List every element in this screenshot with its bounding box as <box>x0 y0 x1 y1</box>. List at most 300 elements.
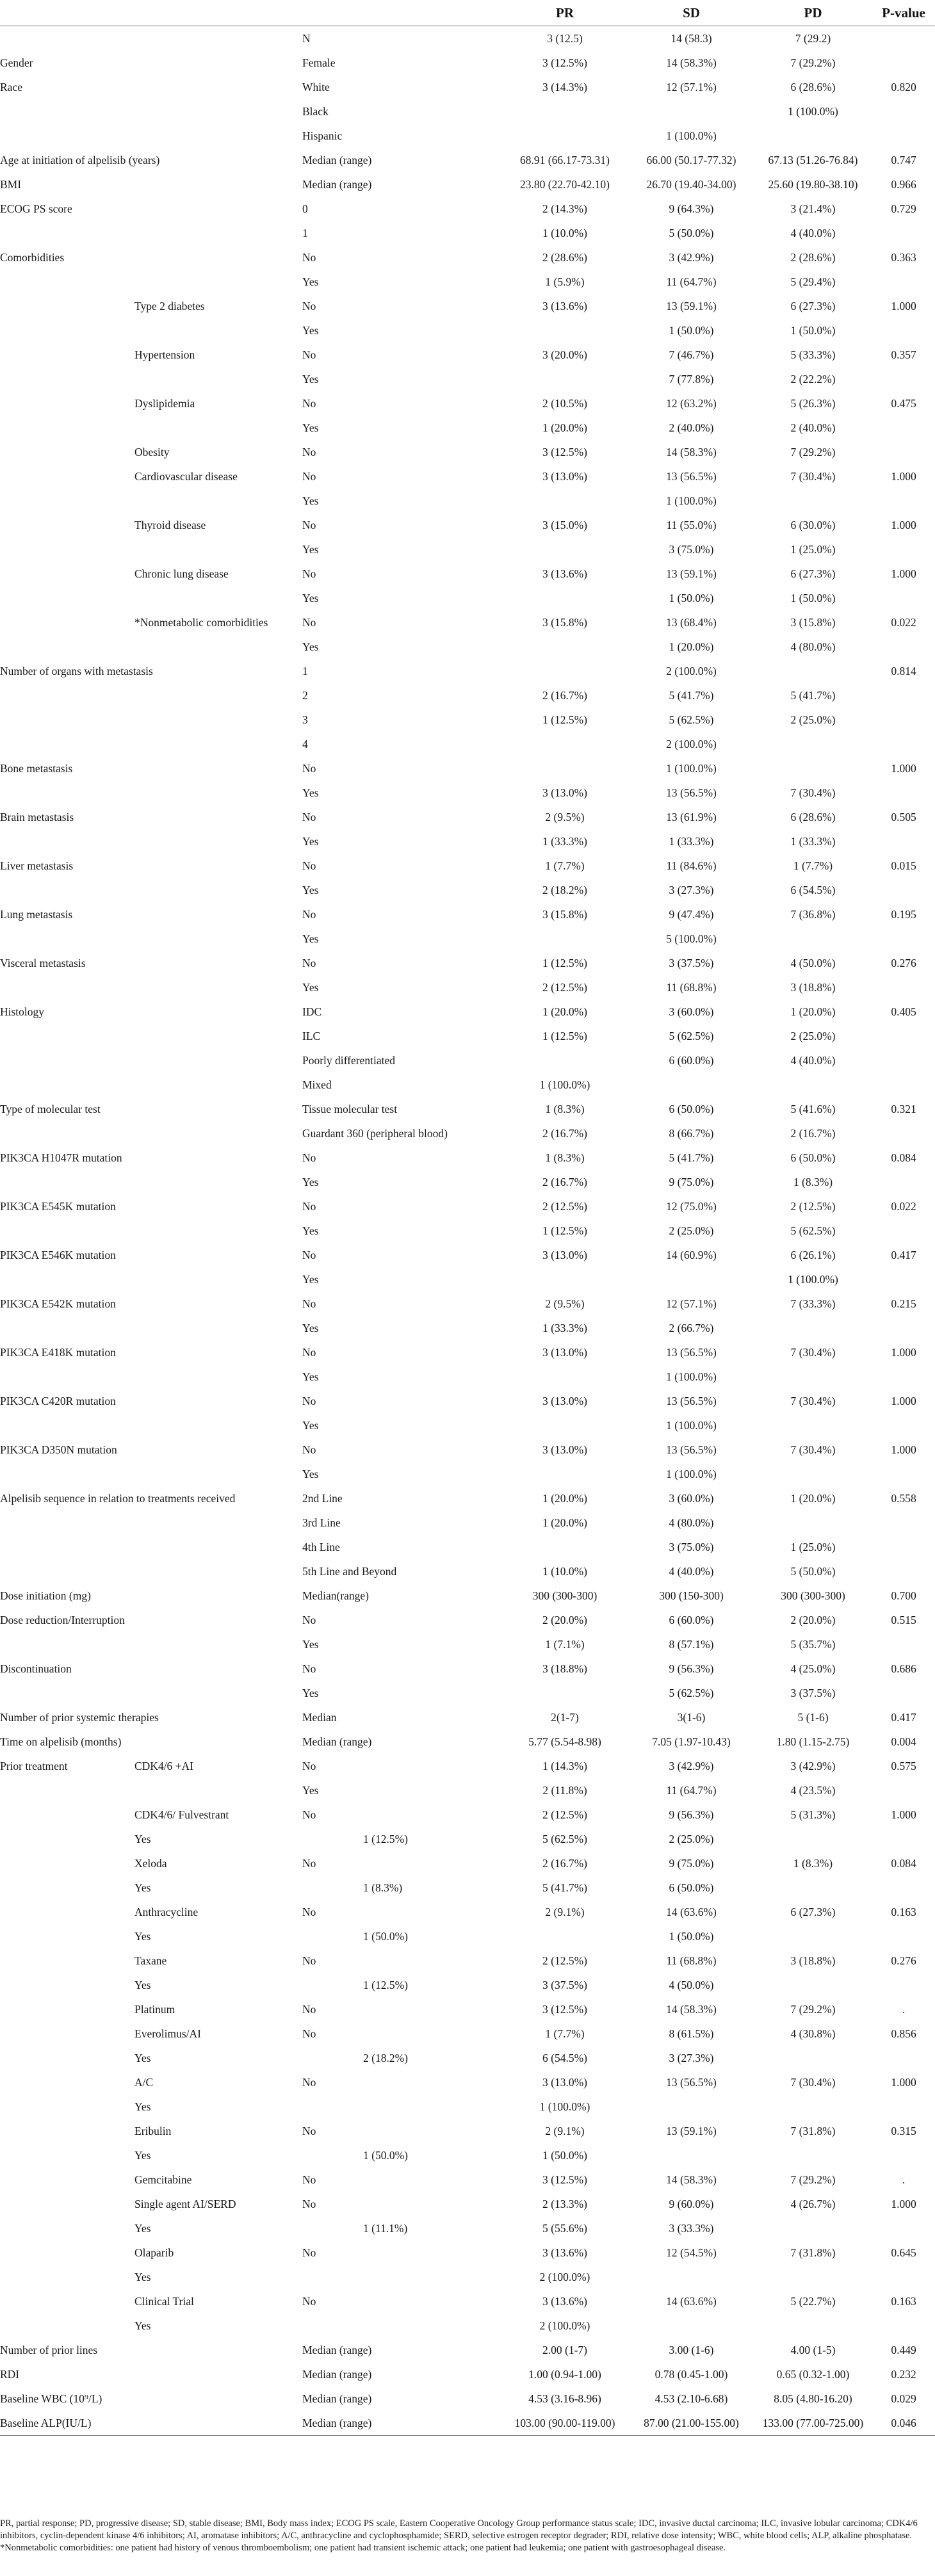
cell-sd: 3 (42.9%) <box>669 1759 714 1772</box>
cell-variable: Number of organs with metastasis <box>0 664 153 677</box>
cell-pvalue <box>872 1048 935 1073</box>
cell-category: No <box>302 445 316 458</box>
cell-subvariable <box>97 1778 302 1802</box>
cell-pr <box>501 1681 629 1705</box>
cell-category: Yes <box>302 1175 319 1188</box>
cell-pd <box>754 1365 872 1389</box>
cell-sd: 3 (27.3%) <box>669 2051 714 2064</box>
cell-pvalue <box>872 1778 935 1802</box>
cell-pd: 7 (30.4%) <box>790 786 836 799</box>
cell-pd: 6 (28.6%) <box>790 810 836 823</box>
cell-pd: 6 (30.0%) <box>790 518 836 531</box>
cell-pr: 3 (12.5%) <box>542 56 587 69</box>
cell-category: No <box>302 396 316 410</box>
cell-variable: Gender <box>0 56 33 69</box>
cell-pvalue: 0.215 <box>891 1297 916 1310</box>
header-blank-2 <box>97 0 302 26</box>
cell-pvalue <box>872 683 935 708</box>
cell-subvariable: Yes <box>134 1832 151 1845</box>
cell-pvalue <box>872 975 935 1000</box>
cell-category: No <box>302 1613 316 1626</box>
cell-pd: 3 (37.5%) <box>790 1686 836 1699</box>
cell-variable: Time on alpelisib (months) <box>0 1735 122 1748</box>
cell-variable <box>0 2167 97 2192</box>
cell-sd: 1 (100.0%) <box>666 494 717 507</box>
cell-variable <box>0 99 97 124</box>
cell-pr: 1 (20.0%) <box>542 421 587 434</box>
cell-category: Median (range) <box>302 1735 372 1748</box>
cell-pd: 5 (35.7%) <box>790 1637 836 1651</box>
cell-variable <box>0 2021 97 2046</box>
cell-sd <box>629 2265 754 2289</box>
cell-pd <box>754 756 872 781</box>
cell-pr: 2 (20.0%) <box>542 1613 587 1626</box>
cell-sd: 5 (41.7%) <box>669 688 714 702</box>
cell-pd: 4 (80.0%) <box>790 640 836 653</box>
cell-category: Yes <box>302 1370 319 1383</box>
cell-pd: 7 (30.4%) <box>790 469 836 483</box>
cell-pr: 2 (12.5%) <box>542 1808 587 1821</box>
cell-pr: 1 (7.7%) <box>545 859 585 872</box>
cell-sd: 11 (64.7%) <box>666 1783 717 1797</box>
cell-sd: 11 (84.6%) <box>666 859 717 872</box>
cell-sd: 6 (50.0%) <box>669 1881 714 1894</box>
cell-subvariable <box>97 489 302 513</box>
cell-pd: 7 (31.8%) <box>790 2246 836 2259</box>
cell-pvalue <box>872 1170 935 1194</box>
cell-pr: 2.00 (1-7) <box>542 2343 587 2356</box>
cell-variable <box>0 829 97 854</box>
cell-variable <box>0 1900 97 1924</box>
cell-pd: 4 (23.5%) <box>790 1783 836 1797</box>
cell-pvalue <box>872 2265 935 2289</box>
cell-pd: 2 (25.0%) <box>790 1029 836 1042</box>
cell-pd <box>754 1316 872 1340</box>
cell-sd: 11 (55.0%) <box>666 518 717 531</box>
cell-category: Hispanic <box>302 129 343 142</box>
cell-pvalue: 0.417 <box>891 1710 916 1724</box>
cell-pvalue: 0.084 <box>891 1856 916 1870</box>
cell-subvariable: Dyslipidemia <box>134 396 195 410</box>
cell-variable <box>0 464 97 489</box>
cell-pvalue <box>872 586 935 610</box>
cell-category: No <box>302 859 316 872</box>
header-row <box>0 0 935 26</box>
cell-category: 1 <box>302 226 308 239</box>
cell-category: White <box>302 80 330 93</box>
cell-variable <box>0 2119 97 2143</box>
cell-variable: Lung metastasis <box>0 907 73 921</box>
cell-pvalue: 0.417 <box>891 1248 916 1261</box>
cell-pr: 2 (100.0%) <box>539 2270 590 2283</box>
cell-sd: 2 (66.7%) <box>669 1321 714 1334</box>
cell-category: 0 <box>302 202 308 215</box>
cell-variable <box>0 1827 97 1851</box>
cell-sd: 14 (58.3%) <box>666 2002 717 2016</box>
cell-subvariable <box>97 75 302 99</box>
cell-subvariable: Yes <box>134 2221 151 2235</box>
cell-pr <box>501 1048 629 1073</box>
cell-variable <box>0 1462 97 1486</box>
cell-subvariable <box>97 270 302 294</box>
cell-subvariable: Cardiovascular disease <box>134 469 238 483</box>
cell-pr: 3 (12.5) <box>547 31 583 45</box>
cell-subvariable <box>97 1559 302 1584</box>
cell-pr: 2 (12.5%) <box>542 980 587 994</box>
cell-sd: 3 (33.3%) <box>669 2221 714 2235</box>
cell-pvalue <box>872 99 935 124</box>
cell-category: Median (range) <box>302 2392 372 2405</box>
cell-variable <box>0 1632 97 1657</box>
cell-variable <box>0 2094 97 2119</box>
cell-subvariable <box>97 1292 302 1316</box>
cell-sd: 5 (50.0%) <box>669 226 714 239</box>
cell-variable <box>0 1267 97 1292</box>
cell-variable: BMI <box>0 177 22 191</box>
cell-pvalue: 0.084 <box>891 1151 916 1164</box>
header-pr: PR <box>556 4 574 20</box>
cell-pvalue: 1.000 <box>891 469 916 483</box>
cell-sd: 6 (60.0%) <box>669 1053 714 1067</box>
cell-pr: 23.80 (22.70-42.10) <box>520 177 610 191</box>
cell-pvalue: 0.363 <box>891 250 916 264</box>
cell-category: No <box>302 1443 316 1456</box>
cell-category: No <box>302 2294 316 2308</box>
cell-pvalue <box>872 318 935 343</box>
cell-variable <box>0 1365 97 1389</box>
cell-sd: 2 (25.0%) <box>669 1224 714 1237</box>
cell-sd: 2 (25.0%) <box>669 1832 714 1845</box>
cell-subvariable <box>97 2386 302 2411</box>
cell-pd: 2 (28.6%) <box>790 250 836 264</box>
cell-pr: 2 (12.5%) <box>542 1199 587 1213</box>
cell-pvalue <box>872 1632 935 1657</box>
cell-pd: 1 (8.3%) <box>793 1856 833 1870</box>
cell-pr: 1 (50.0%) <box>542 2148 587 2162</box>
cell-sd: 8 (66.7%) <box>669 1126 714 1140</box>
cell-category: Median(range) <box>302 1589 369 1602</box>
cell-sd: 13 (56.5%) <box>666 1443 717 1456</box>
cell-pd <box>754 1973 872 1997</box>
cell-pr: 2 (13.3%) <box>542 2197 587 2210</box>
cell-variable <box>0 1219 97 1243</box>
cell-variable <box>0 878 97 902</box>
cell-category: No <box>302 299 316 312</box>
cell-subvariable <box>97 172 302 197</box>
cell-variable: Number of prior lines <box>0 2343 98 2356</box>
cell-subvariable <box>97 708 302 732</box>
cell-sd: 4 (50.0%) <box>669 1978 714 1991</box>
cell-pvalue: 0.022 <box>891 615 916 629</box>
cell-variable <box>0 1875 97 1900</box>
cell-pr: 1 (7.7%) <box>545 2027 585 2040</box>
cell-pd: 3 (21.4%) <box>790 202 836 215</box>
cell-variable <box>0 781 97 805</box>
cell-variable: Visceral metastasis <box>0 956 86 969</box>
cell-subvariable <box>97 756 302 781</box>
cell-sd: 12 (54.5%) <box>666 2246 717 2259</box>
cell-variable <box>0 1948 97 1973</box>
cell-subvariable <box>97 367 302 391</box>
cell-subvariable <box>97 2338 302 2362</box>
cell-subvariable <box>97 1194 302 1219</box>
cell-sd: 6 (60.0%) <box>669 1613 714 1626</box>
cell-pr: 1 (20.0%) <box>542 1491 587 1505</box>
cell-subvariable <box>97 829 302 854</box>
cell-pr: 1 (7.1%) <box>545 1637 585 1651</box>
cell-subvariable <box>97 1073 302 1097</box>
cell-variable: Age at initiation of alpelisib (years) <box>0 153 160 166</box>
cell-variable: Number of prior systemic therapies <box>0 1710 159 1724</box>
cell-category: Yes <box>302 980 319 994</box>
cell-sd: 12 (75.0%) <box>666 1199 717 1213</box>
cell-category: 1 (50.0%) <box>363 2148 408 2162</box>
cell-variable <box>0 635 97 659</box>
cell-pd: 5 (29.4%) <box>790 275 836 288</box>
cell-pd: 1 (25.0%) <box>790 542 836 556</box>
cell-pd: 6 (27.3%) <box>790 567 836 580</box>
cell-category: 1 (8.3%) <box>363 1881 403 1894</box>
cell-subvariable <box>97 683 302 708</box>
cell-subvariable: Yes <box>134 1881 151 1894</box>
cell-pvalue: 0.558 <box>891 1491 916 1505</box>
cell-variable: Histology <box>0 1005 45 1018</box>
cell-pvalue: 0.321 <box>891 1102 916 1115</box>
cell-category: No <box>302 1394 316 1407</box>
cell-pd: 2 (20.0%) <box>790 1613 836 1626</box>
cell-pd: 7 (30.4%) <box>790 1394 836 1407</box>
cell-category: Yes <box>302 494 319 507</box>
cell-sd: 13 (61.9%) <box>666 810 717 823</box>
cell-subvariable <box>97 1535 302 1559</box>
cell-sd: 13 (56.5%) <box>666 1345 717 1359</box>
cell-sd: 3 (60.0%) <box>669 1005 714 1018</box>
cell-category: Guardant 360 (peripheral blood) <box>302 1126 448 1140</box>
cell-sd: 13 (56.5%) <box>666 1394 717 1407</box>
cell-category: Yes <box>302 1321 319 1334</box>
cell-sd <box>629 2143 754 2167</box>
cell-pd: 5 (62.5%) <box>790 1224 836 1237</box>
cell-pvalue: 0.729 <box>891 202 916 215</box>
cell-pr: 1 (14.3%) <box>542 1759 587 1772</box>
cell-pvalue: 0.856 <box>891 2027 916 2040</box>
cell-pr: 68.91 (66.17-73.31) <box>520 153 610 166</box>
cell-pr: 1 (10.0%) <box>542 1564 587 1578</box>
cell-pr: 3 (13.0%) <box>542 1345 587 1359</box>
cell-subvariable <box>97 245 302 270</box>
cell-pd: 2 (40.0%) <box>790 421 836 434</box>
cell-pvalue: 0.966 <box>891 177 916 191</box>
cell-pd: 3 (15.8%) <box>790 615 836 629</box>
table-body <box>0 26 935 2436</box>
cell-pr: 3 (15.8%) <box>542 615 587 629</box>
cell-pr <box>501 1535 629 1559</box>
cell-category: IDC <box>302 1005 322 1018</box>
cell-subvariable: Clinical Trial <box>134 2294 194 2308</box>
cell-subvariable <box>97 1316 302 1340</box>
cell-pr: 3 (12.5%) <box>542 2002 587 2016</box>
table-footnotes <box>0 2518 935 2554</box>
cell-category: Yes <box>302 1272 319 1286</box>
cell-subvariable <box>97 586 302 610</box>
cell-pvalue: 0.747 <box>891 153 916 166</box>
cell-variable: PIK3CA H1047R mutation <box>0 1151 122 1164</box>
cell-subvariable <box>97 1681 302 1705</box>
cell-pr: 3 (12.5%) <box>542 445 587 458</box>
cell-pvalue: 0.022 <box>891 1199 916 1213</box>
cell-pd <box>754 2094 872 2119</box>
cell-category: Yes <box>302 372 319 385</box>
cell-pvalue <box>872 2313 935 2338</box>
cell-subvariable <box>97 221 302 245</box>
cell-sd: 1 (50.0%) <box>669 591 714 604</box>
cell-category: Yes <box>302 1224 319 1237</box>
cell-pd: 1 (100.0%) <box>788 104 838 118</box>
cell-subvariable: Olaparib <box>134 2246 174 2259</box>
cell-pr <box>501 489 629 513</box>
cell-variable <box>0 2046 97 2070</box>
cell-pvalue: 0.575 <box>891 1759 916 1772</box>
cell-pvalue: 0.276 <box>891 1954 916 1967</box>
cell-pvalue <box>872 537 935 562</box>
cell-pd: 7 (30.4%) <box>790 1443 836 1456</box>
cell-variable <box>0 2313 97 2338</box>
cell-pvalue <box>872 1875 935 1900</box>
cell-subvariable: Type 2 diabetes <box>134 299 205 312</box>
cell-pr: 3 (13.0%) <box>542 1248 587 1261</box>
cell-variable <box>0 1073 97 1097</box>
cell-sd: 9 (47.4%) <box>669 907 714 921</box>
cell-pvalue: 1.000 <box>891 2197 916 2210</box>
cell-category: 4th Line <box>302 1540 340 1553</box>
cell-variable: Baseline ALP(IU/L) <box>0 2416 92 2429</box>
cell-pr <box>501 367 629 391</box>
cell-variable: Baseline WBC (10⁹/L) <box>0 2392 102 2405</box>
cell-subvariable <box>97 1365 302 1389</box>
cell-pvalue: 0.163 <box>891 2294 916 2308</box>
cell-variable <box>0 2192 97 2216</box>
cell-pvalue <box>872 51 935 75</box>
cell-variable <box>0 2265 97 2289</box>
cell-category: Yes <box>302 640 319 653</box>
cell-pr: 1 (8.3%) <box>545 1151 585 1164</box>
cell-pr: 1 (20.0%) <box>542 1516 587 1529</box>
cell-sd: 8 (61.5%) <box>669 2027 714 2040</box>
cell-pd <box>754 2313 872 2338</box>
cell-sd: 11 (68.8%) <box>666 1954 717 1967</box>
cell-category: Yes <box>302 542 319 556</box>
cell-variable: Comorbidities <box>0 250 65 264</box>
cell-pvalue: 0.515 <box>891 1613 916 1626</box>
cell-subvariable <box>97 1097 302 1121</box>
cell-pvalue: 0.357 <box>891 348 916 361</box>
cell-pr <box>501 537 629 562</box>
cell-sd: 2 (100.0%) <box>666 737 717 750</box>
cell-sd: 26.70 (19.40-34.00) <box>646 177 736 191</box>
cell-category: No <box>302 2027 316 2040</box>
cell-pd <box>754 1511 872 1535</box>
cell-subvariable <box>97 732 302 756</box>
cell-subvariable <box>97 2411 302 2435</box>
cell-variable <box>0 1024 97 1048</box>
footnote-abbreviations: PR, partial response; PD, progressive disease; SD, stable disease; BMI, Body mass index; ECOG PS scale, Eastern Cooperative Oncology Group performance status scale; IDC, invasive ductal carcinoma; ILC, invasive lobular carcinoma; CDK4/6 inhibitors, cyclin-dependent kinase 4/6 inhibitors; AI, aromatase inhibitors; A/C, anthracycline and cyclophosphamide; SERD, selective estrogen receptor degrader; RDI, relative dose intensity; WBC, white blood cells; ALP, alkaline phosphatase. <box>0 2518 918 2541</box>
cell-pd <box>754 124 872 148</box>
cell-sd: 9 (60.0%) <box>669 2197 714 2210</box>
cell-variable: Dose reduction/Interruption <box>0 1613 125 1626</box>
cell-pd: 1.80 (1.15-2.75) <box>776 1735 850 1748</box>
cell-pd <box>754 2265 872 2289</box>
cell-pvalue: 0.163 <box>891 1905 916 1918</box>
cell-pr <box>501 1924 629 1948</box>
cell-variable <box>0 294 97 318</box>
cell-sd: 12 (57.1%) <box>666 80 717 93</box>
cell-pr: 2 (16.7%) <box>542 1175 587 1188</box>
cell-pd: 25.60 (19.80-38.10) <box>768 177 858 191</box>
cell-category: No <box>302 1662 316 1675</box>
cell-pvalue: . <box>902 2002 906 2016</box>
cell-category: No <box>302 518 316 531</box>
cell-category: Poorly differentiated <box>302 1053 395 1067</box>
cell-pd <box>754 659 872 683</box>
cell-sd: 2 (100.0%) <box>666 664 717 677</box>
cell-pr: 103.00 (90.00-119.00) <box>514 2416 615 2429</box>
cell-subvariable <box>97 781 302 805</box>
cell-pvalue <box>872 124 935 148</box>
cell-sd: 4.53 (2.10-6.68) <box>654 2392 728 2405</box>
cell-category: 5th Line and Beyond <box>302 1564 397 1578</box>
cell-subvariable <box>97 951 302 975</box>
cell-sd: 3.00 (1-6) <box>669 2343 714 2356</box>
cell-sd: 13 (59.1%) <box>666 567 717 580</box>
cell-pd: 7 (29.2%) <box>790 56 836 69</box>
cell-subvariable <box>97 975 302 1000</box>
cell-pr <box>501 1365 629 1389</box>
cell-subvariable <box>97 2362 302 2386</box>
cell-pvalue <box>872 1365 935 1389</box>
cell-pr: 1 (12.5%) <box>542 956 587 969</box>
cell-pr: 1 (12.5%) <box>542 1224 587 1237</box>
cell-pr: 5 (62.5%) <box>542 1832 587 1845</box>
cell-pd <box>754 2143 872 2167</box>
cell-category: N <box>302 31 311 45</box>
cell-variable <box>0 343 97 367</box>
cell-category: Yes <box>302 834 319 848</box>
cell-pvalue <box>872 635 935 659</box>
cell-subvariable: Obesity <box>134 445 170 458</box>
cell-variable: ECOG PS score <box>0 202 72 215</box>
cell-sd: 14 (58.3) <box>671 31 712 45</box>
cell-pvalue: 0.276 <box>891 956 916 969</box>
cell-subvariable <box>97 537 302 562</box>
cell-sd: 13 (68.4%) <box>666 615 717 629</box>
cell-pvalue <box>872 2143 935 2167</box>
cell-pvalue <box>872 1219 935 1243</box>
cell-category: No <box>302 761 316 775</box>
cell-sd: 7 (46.7%) <box>669 348 714 361</box>
cell-variable <box>0 1924 97 1948</box>
cell-pvalue <box>872 1316 935 1340</box>
cell-category: No <box>302 615 316 629</box>
cell-variable: Bone metastasis <box>0 761 73 775</box>
cell-subvariable: Anthracycline <box>134 1905 199 1918</box>
cell-pr: 3 (13.0%) <box>542 1394 587 1407</box>
cell-variable: PIK3CA E542K mutation <box>0 1297 116 1310</box>
cell-variable <box>0 2216 97 2240</box>
cell-subvariable <box>97 1170 302 1194</box>
cell-pd: 1 (50.0%) <box>790 591 836 604</box>
cell-sd: 8 (57.1%) <box>669 1637 714 1651</box>
cell-sd: 9 (75.0%) <box>669 1856 714 1870</box>
